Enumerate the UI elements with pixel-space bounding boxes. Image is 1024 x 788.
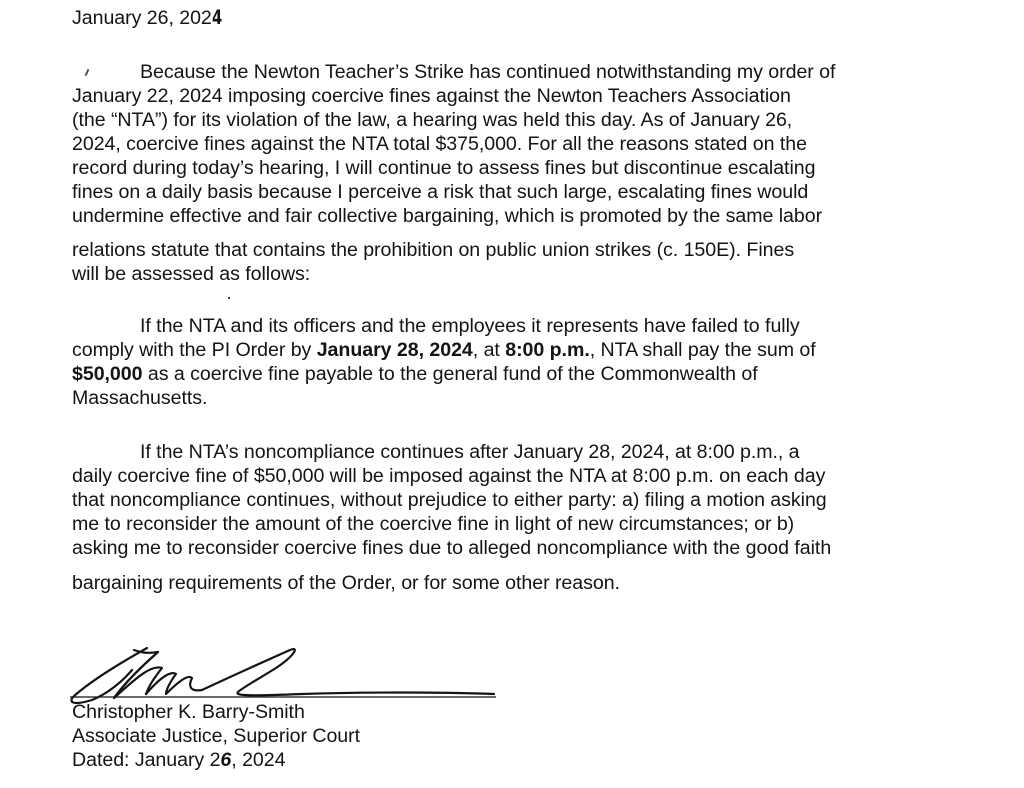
scan-mark-icon: [85, 69, 90, 76]
paragraph-line: bargaining requirements of the Order, or for some other reason.: [72, 572, 620, 594]
paragraph-line: Massachusetts.: [72, 387, 208, 409]
handwritten-digit: 6: [220, 749, 232, 771]
deadline-time: 8:00 p.m.: [505, 339, 590, 361]
paragraph-line: asking me to reconsider coercive fines due to alleged noncompliance with the good faith: [72, 537, 832, 559]
paragraph-line: January 22, 2024 imposing coercive fines against the Newton Teachers Association: [72, 85, 791, 107]
paragraph-line: Because the Newton Teacher’s Strike has continued notwithstanding my order of: [140, 61, 836, 83]
fine-amount: $50,000: [72, 363, 143, 385]
text-run: , NTA shall pay the sum of: [589, 339, 816, 361]
header-date-text: January 26, 202: [72, 7, 212, 29]
text-run: , 2024: [231, 749, 286, 771]
signature-icon: [62, 640, 502, 706]
scan-speck-icon: [228, 297, 230, 299]
paragraph-line: [72, 362, 758, 386]
paragraph-line: that noncompliance continues, without prejudice to either party: a) filing a motion asking: [72, 489, 827, 511]
signed-date: [72, 748, 285, 772]
paragraph-line: If the NTA’s noncompliance continues after January 28, 2024, at 8:00 p.m., a: [140, 441, 800, 463]
paragraph-line: daily coercive fine of $50,000 will be imposed against the NTA at 8:00 p.m. on each day: [72, 465, 826, 487]
signer-title: Associate Justice, Superior Court: [72, 725, 361, 747]
signer-name: Christopher K. Barry-Smith: [72, 701, 305, 723]
text-run: as a coercive fine payable to the general fund of the Commonwealth of: [142, 363, 758, 385]
header-date: [72, 6, 225, 30]
paragraph-line: will be assessed as follows:: [72, 263, 311, 285]
paragraph-line: If the NTA and its officers and the employees it represents have failed to fully: [140, 315, 800, 337]
paragraph-line: undermine effective and fair collective bargaining, which is promoted by the same labor: [72, 205, 823, 227]
text-run: comply with the PI Order by: [72, 339, 317, 361]
paragraph-line: 2024, coercive fines against the NTA total $375,000. For all the reasons stated on the: [72, 133, 807, 155]
paragraph-line: relations statute that contains the prohibition on public union strikes (c. 150E). Fines: [72, 239, 795, 261]
text-run: Dated: January 2: [72, 749, 221, 771]
paragraph-line: (the “NTA”) for its violation of the law, a hearing was held this day. As of January 26,: [72, 109, 793, 131]
text-run: , at: [472, 339, 506, 361]
paragraph-line: me to reconsider the amount of the coercive fine in light of new circumstances; or b): [72, 513, 795, 535]
deadline-date: January 28, 2024: [316, 339, 473, 361]
handwritten-digit: 4: [211, 6, 222, 29]
paragraph-line: record during today’s hearing, I will continue to assess fines but discontinue escalating: [72, 157, 816, 179]
paragraph-line: [72, 338, 816, 362]
paragraph-line: fines on a daily basis because I perceive a risk that such large, escalating fines would: [72, 181, 809, 203]
